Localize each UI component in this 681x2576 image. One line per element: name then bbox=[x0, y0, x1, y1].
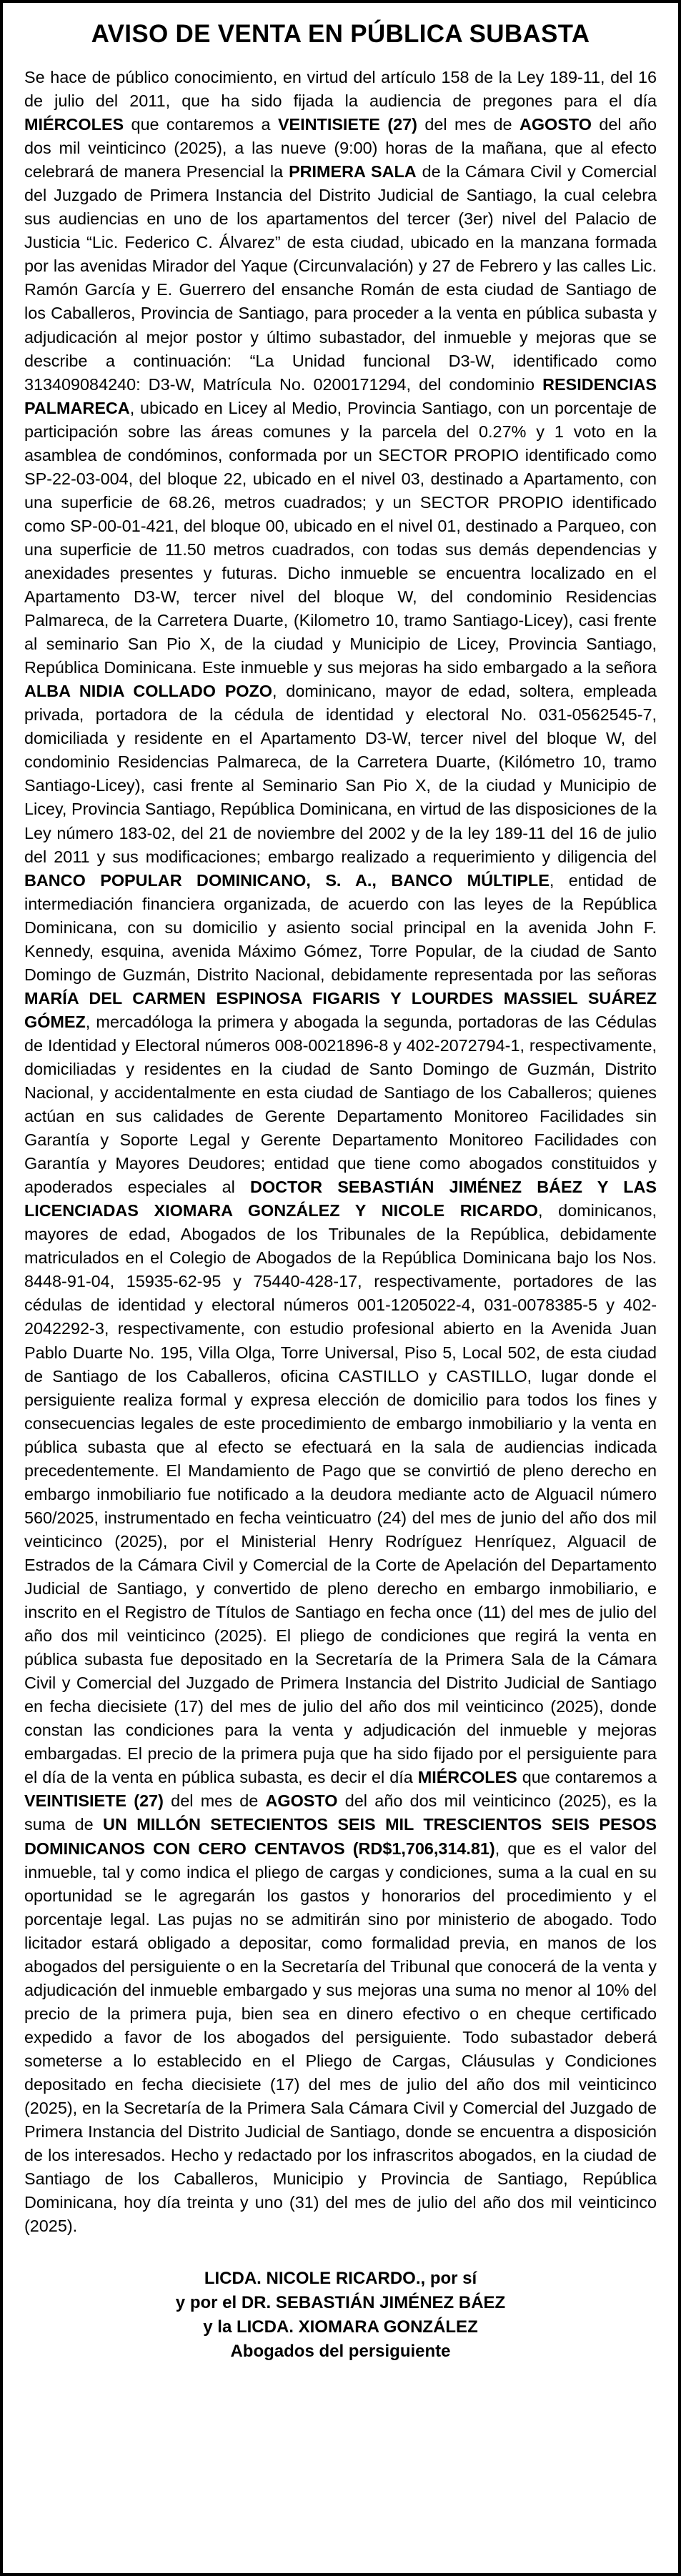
body-bold-run: ALBA NIDIA COLLADO POZO bbox=[24, 682, 273, 701]
body-text-run: , dominicano, mayor de edad, soltera, empleada privada, portadora de la cédula de identidad y electoral No. 031-0562545-7, domiciliada y residente en el Apartamento D3-W, tercer nivel del bloque W, del condominio Residencias Palmareca, de la Carretera Duarte, (Kilómetro 10, tramo Santiago-Licey), casi frente al Seminario San Pio X, de la ciudad y Municipio de Licey, Provincia Santiago, República Dominicana, en virtud de las disposiciones de la Ley número 183-02, del 21 de noviembre del 2002 y de la ley 189-11 del 16 de julio del 2011 y sus modificaciones; embargo realizado a requerimiento y diligencia del bbox=[24, 682, 657, 866]
body-text-run: Se hace de público conocimiento, en virtud del artículo 158 de la Ley 189-11, del 16 de julio del 2011, que ha sido fijada la audiencia de pregones para el día bbox=[24, 68, 657, 111]
body-bold-run: AGOSTO bbox=[519, 115, 592, 134]
signature-line-4: Abogados del persiguiente bbox=[230, 2342, 451, 2362]
body-bold-run: DOCTOR SEBASTIÁN JIMÉNEZ BÁEZ Y LAS LICENCIADAS XIOMARA GONZÁLEZ Y NICOLE RICARDO bbox=[24, 1178, 657, 1220]
body-text-run: de la Cámara Civil y Comercial del Juzgado de Primera Instancia del Distrito Judicial de Santiago, la cual celebra sus audiencias en uno de los apartamentos del tercer (3er) nivel del Palacio de Justicia “Lic. Federico C. Álvarez” de esta ciudad, ubicado en la manzana formada por las avenidas Mirador del Yaque (Circunvalación) y 27 de Febrero y las calles Lic. Ramón García y E. Guerrero del ensanche Román de esta ciudad de Santiago de los Caballeros, Provincia de Santiago, para proceder a la venta en pública subasta y adjudicación al mejor postor y último subastador, del inmueble y mejoras que se describe a continuación: “La Unidad funcional D3-W, identificado como 313409084240: D3-W, Matrícula No. 0200171294, del condominio bbox=[24, 162, 657, 394]
notice-title: AVISO DE VENTA EN PÚBLICA SUBASTA bbox=[91, 20, 590, 48]
body-text-run: del año dos mil veinticinco (2025), es la suma de bbox=[24, 1791, 657, 1834]
signature-block bbox=[24, 2267, 657, 2364]
body-bold-run: PRIMERA SALA bbox=[289, 162, 417, 181]
body-bold-run: BANCO POPULAR DOMINICANO, S. A., BANCO MÚLTIPLE bbox=[24, 870, 550, 890]
body-bold-run: MIÉRCOLES bbox=[24, 115, 124, 134]
signature-line-2: y por el DR. SEBASTIÁN JIMÉNEZ BÁEZ bbox=[175, 2293, 506, 2313]
body-text-run: del año dos mil veinticinco (2025), a las nueve (9:00) horas de la mañana, que al efecto celebrará de manera Presencial la bbox=[24, 115, 657, 181]
body-text-run: que contaremos a bbox=[517, 1768, 657, 1787]
body-text-run: , entidad de intermediación financiera organizada, de acuerdo con las leyes de la República Dominicana, con su domicilio y asiento social principal en la avenida John F. Kennedy, esquina, avenida Máximo Gómez, Torre Popular, de la ciudad de Santo Domingo de Guzmán, Distrito Nacional, debidamente representada por las señoras bbox=[24, 870, 657, 984]
body-text-run: del mes de bbox=[417, 115, 520, 134]
body-bold-run: RESIDENCIAS PALMARECA bbox=[24, 374, 657, 417]
body-bold-run: VEINTISIETE (27) bbox=[24, 1791, 164, 1811]
body-bold-run: MIÉRCOLES bbox=[417, 1768, 517, 1787]
notice-body bbox=[24, 66, 657, 2238]
body-text-run: del mes de bbox=[163, 1791, 266, 1811]
body-text-run: , ubicado en Licey al Medio, Provincia Santiago, con un porcentaje de participación sobre las áreas comunes y la parcela del 0.27% y 1 voto en la asamblea de condóminos, conformada por un SECTOR PROPIO identificado como SP-22-03-004, del bloque 22, ubicado en el nivel 03, destinado a Apartamento, con una superficie de 68.26, metros cuadrados; y un SECTOR PROPIO identificado como SP-00-01-421, del bloque 00, ubicado en el nivel 01, destinado a Parqueo, con una superficie de 11.50 metros cuadrados, con todas sus demás dependencias y anexidades presentes y futuras. Dicho inmueble se encuentra localizado en el Apartamento D3-W, tercer nivel del bloque W, del condominio Residencias Palmareca, de la Carretera Duarte, (Kilometro 10, tramo Santiago-Licey), casi frente al seminario San Pio X, de la ciudad y Municipio de Licey, Provincia Santiago, República Dominicana. Este inmueble y sus mejoras ha sido embargado a la señora bbox=[24, 398, 657, 677]
body-bold-run: VEINTISIETE (27) bbox=[277, 115, 417, 134]
body-text-run: que contaremos a bbox=[124, 115, 278, 134]
body-bold-run: AGOSTO bbox=[265, 1791, 338, 1811]
body-bold-run: UN MILLÓN SETECIENTOS SEIS MIL TRESCIENTOS SEIS PESOS DOMINICANOS CON CERO CENTAVOS (RD$1,706,314.81) bbox=[24, 1815, 657, 1858]
signature-line-1: LICDA. NICOLE RICARDO., por sí bbox=[204, 2269, 477, 2289]
body-text-run: , mercadóloga la primera y abogada la segunda, portadoras de las Cédulas de Identidad y Electoral números 008-0021896-8 y 402-2072794-1, respectivamente, domiciliadas y residentes en la ciudad de Santo Domingo de Guzmán, Distrito Nacional, y accidentalmente en esta ciudad de Santiago de los Caballeros; quienes actúan en sus calidades de Gerente Departamento Monitoreo Facilidades sin Garantía y Soporte Legal y Gerente Departamento Monitoreo Facilidades con Garantía y Mayores Deudores; entidad que tiene como abogados constituidos y apoderados especiales al bbox=[24, 1012, 657, 1197]
body-text-run: , dominicanos, mayores de edad, Abogados de los Tribunales de la República, debidamente matriculados en el Colegio de Abogados de la República Dominicana bajo los Nos. 8448-91-04, 15935-62-95 y 75440-428-17, respectivamente, portadores de las cédulas de identidad y electoral números 001-1205022-4, 031-0078385-5 y 402-2042292-3, respectivamente, con estudio profesional abierto en la Avenida Juan Pablo Duarte No. 195, Villa Olga, Torre Universal, Piso 5, Local 502, de esta ciudad de Santiago de los Caballeros, oficina CASTILLO y CASTILLO, lugar donde el persiguiente realiza formal y expresa elección de domicilio para todos los fines y consecuencias legales de este procedimiento de embargo inmobiliario y la venta en pública subasta que al efecto se efectuará en la sala de audiencias indicada precedentemente. El Mandamiento de Pago que se convirtió de pleno derecho en embargo inmobiliario fue notificado a la deudora mediante acto de Alguacil número 560/2025, instrumentado en fecha veinticuatro (24) del mes de junio del año dos mil veinticinco (2025), por el Ministerial Henry Rodríguez Henríquez, Alguacil de Estrados de la Cámara Civil y Comercial de la Corte de Apelación del Departamento Judicial de Santiago, y convertido de pleno derecho en embargo inmobiliario, e inscrito en el Registro de Títulos de Santiago en fecha once (11) del mes de julio del año dos mil veinticinco (2025). El pliego de condiciones que regirá la venta en pública subasta fue depositado en la Secretaría de la Primera Sala de la Cámara Civil y Comercial del Juzgado de Primera Instancia del Distrito Judicial de Santiago en fecha diecisiete (17) del mes de julio del año dos mil veinticinco (2025), donde constan las condiciones para la venta y adjudicación del inmueble y mejoras embargadas. El precio de la primera puja que ha sido fijado por el persiguiente para el día de la venta en pública subasta, es decir el día bbox=[24, 1201, 657, 1787]
body-bold-run: MARÍA DEL CARMEN ESPINOSA FIGARIS Y LOURDES MASSIEL SUÁREZ GÓMEZ bbox=[24, 988, 657, 1031]
signature-line-3: y la LICDA. XIOMARA GONZÁLEZ bbox=[203, 2317, 478, 2337]
body-text-run: , que es el valor del inmueble, tal y como indica el pliego de cargas y condiciones, suma a la cual en su oportunidad se le agregarán los gastos y honorarios del procedimiento y el porcentaje legal. Las pujas no se admitirán sino por ministerio de abogado. Todo licitador estará obligado a depositar, como formalidad previa, en manos de los abogados del persiguiente o en la Secretaría del Tribunal que conocerá de la venta y adjudicación del inmueble embargado y sus mejoras una suma no menor al 10% del precio de la primera puja, bien sea en dinero efectivo o en cheque certificado expedido a favor de los abogados del persiguiente. Todo subastador deberá someterse a lo establecido en el Pliego de Cargas, Cláusulas y Condiciones depositado en fecha diecisiete (17) del mes de julio del año dos mil veinticinco (2025), en la Secretaría de la Primera Sala Cámara Civil y Comercial del Juzgado de Primera Instancia del Distrito Judicial de Santiago, donde se encuentra a disposición de los interesados. Hecho y redactado por los infrascritos abogados, en la ciudad de Santiago de los Caballeros, Municipio y Provincia de Santiago, República Dominicana, hoy día treinta y uno (31) del mes de julio del año dos mil veinticinco (2025). bbox=[24, 1839, 657, 2236]
